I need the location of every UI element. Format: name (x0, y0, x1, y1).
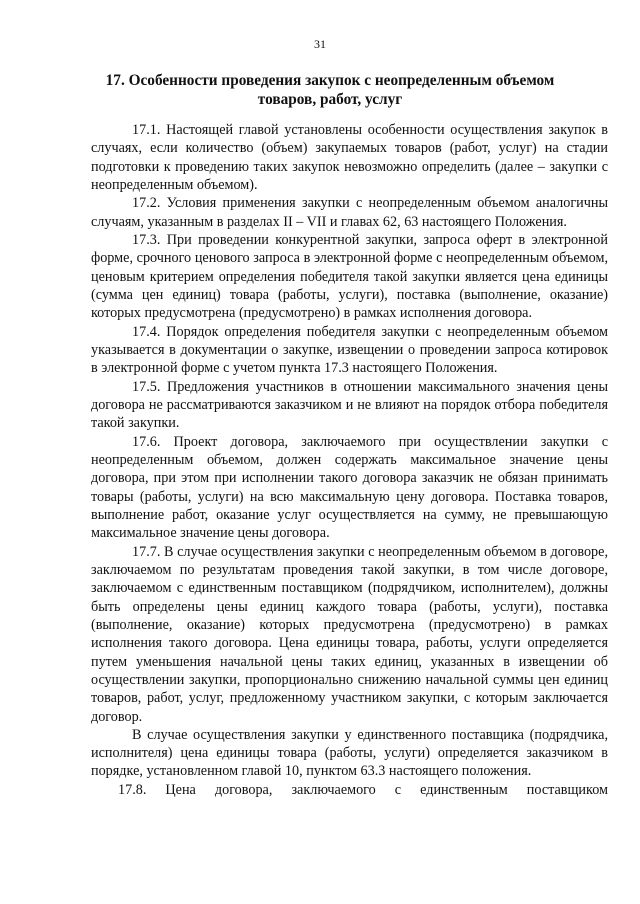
paragraph-17-8: 17.8. Цена договора, заключаемого с единственным поставщиком (118, 781, 608, 798)
section-title: 17. Особенности проведения закупок с неопределенным объемом товаров, работ, услуг (105, 72, 555, 108)
paragraph-17-3: 17.3. При проведении конкурентной закупки, запроса оферт в электронной форме, срочного ценового запроса в электронной форме с неопределенным объемом, ценовым критерием определения победителя такой закупки является цена единицы (сумма цен единиц) товара (работы, услуги), поставка (выполнение, оказание) которых предусмотрена (предусмотрено) в рамках исполнения договора. (91, 231, 608, 322)
page-number: 31 (314, 37, 326, 51)
paragraph-17-7: 17.7. В случае осуществления закупки с неопределенным объемом в договоре, заключаемом по результатам проведения такой закупки, в том числе договоре, заключаемом с единственным поставщиком (подрядчиком, исполнителем), должны быть определены цены единиц каждого товара (работы, услуги), поставка (выполнение, оказание) которых предусмотрена (предусмотрено) в рамках исполнения такого договора. Цена единицы товара, работы, услуги определяется путем уменьшения начальной цены таких единиц, указанных в извещении об осуществлении закупки, пропорционально снижению начальной суммы цен единиц товаров, работ, услуг, предложенному участником закупки, с которым заключается договор. (91, 543, 608, 725)
paragraph-17-7-continued: В случае осуществления закупки у единственного поставщика (подрядчика, исполнителя) цена единицы товара (работы, услуги) определяется заказчиком в порядке, установленном главой 10, пунктом 63.3 настоящего положения. (91, 726, 608, 780)
paragraph-17-5: 17.5. Предложения участников в отношении максимального значения цены договора не рассматриваются заказчиком и не влияют на порядок отбора победителя такой закупки. (91, 378, 608, 432)
paragraph-17-2: 17.2. Условия применения закупки с неопределенным объемом аналогичны случаям, указанным в разделах II – VII и главах 62, 63 настоящего Положения. (91, 195, 608, 230)
paragraph-17-4: 17.4. Порядок определения победителя закупки с неопределенным объемом указывается в документации о закупке, извещении о проведении запроса котировок в электронной форме с учетом пункта 17.3 настоящего Положения. (91, 323, 608, 377)
section-body (91, 121, 608, 799)
paragraph-17-1: 17.1. Настоящей главой установлены особенности осуществления закупок в случаях, если количество (объем) закупаемых товаров (работ, услуг) на стадии подготовки к проведению таких закупок невозможно определить (далее – закупки с неопределенным объемом). (91, 122, 608, 193)
paragraph-17-6: 17.6. Проект договора, заключаемого при осуществлении закупки с неопределенным объемом, должен содержать максимальное значение цены договора, при этом при исполнении такого договора заказчик не обязан принимать товары (работы, услуги) на всю максимальную цену договора. Поставка товаров, выполнение работ, оказание услуг осуществляется на сумму, не превышающую максимальное значение цены договора. (91, 433, 608, 542)
